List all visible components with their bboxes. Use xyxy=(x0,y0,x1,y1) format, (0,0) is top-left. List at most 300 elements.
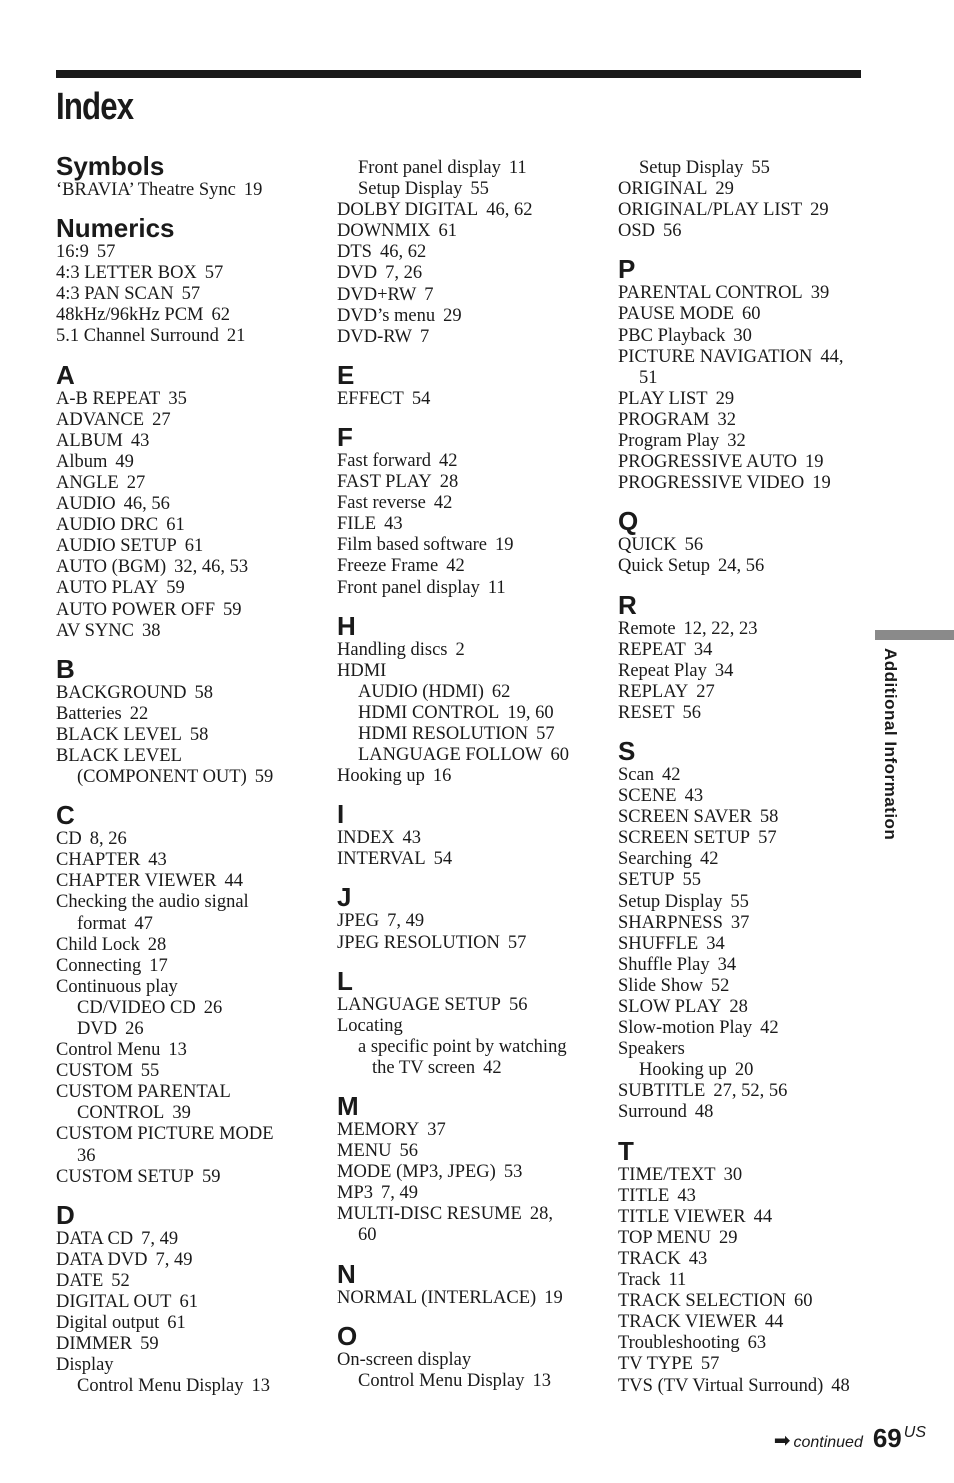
index-term: DIMMER xyxy=(56,1334,133,1355)
index-term: JPEG RESOLUTION xyxy=(337,932,500,953)
index-term: LANGUAGE SETUP xyxy=(337,994,501,1015)
index-entry xyxy=(56,725,326,746)
index-page-ref: 26 xyxy=(125,1019,144,1039)
index-term: Locating xyxy=(337,1015,403,1036)
index-term: Setup Display xyxy=(618,891,723,912)
index-page-ref: 11 xyxy=(508,158,527,178)
index-term: SCENE xyxy=(618,786,677,807)
index-term: DATE xyxy=(56,1270,104,1291)
index-subentry xyxy=(337,745,607,766)
index-page-ref: 55 xyxy=(140,1061,160,1082)
index-entry xyxy=(337,1350,607,1371)
index-page-ref: 27 xyxy=(152,409,171,430)
index-term: FAST PLAY xyxy=(337,472,432,493)
section-side-label: Additional Information xyxy=(881,648,900,841)
index-term: CHAPTER VIEWER xyxy=(56,871,217,892)
index-page-ref: 61 xyxy=(184,536,204,557)
index-entry xyxy=(337,263,607,284)
index-term: Searching xyxy=(618,849,692,870)
index-entry xyxy=(337,828,607,849)
index-entry xyxy=(337,1288,607,1309)
index-entry xyxy=(618,556,888,577)
index-term: MP3 xyxy=(337,1183,373,1204)
index-term: Child Lock xyxy=(56,934,140,955)
index-section-heading: P xyxy=(618,254,636,285)
index-page-ref: 59 xyxy=(140,1334,159,1355)
index-section-heading: E xyxy=(337,359,355,390)
index-term: Slide Show xyxy=(618,975,703,996)
index-term: PBC Playback xyxy=(618,325,726,346)
index-term: TRACK SELECTION xyxy=(618,1291,787,1312)
index-page-ref: 19 xyxy=(495,535,514,556)
index-page-ref: 30 xyxy=(733,325,752,346)
index-section-heading: I xyxy=(337,799,345,830)
index-entry xyxy=(56,600,326,621)
index-term: Control Menu xyxy=(56,1040,161,1061)
index-term: Hooking up xyxy=(337,766,425,787)
index-page-ref: 29 xyxy=(719,1227,738,1248)
index-page-ref: 57 xyxy=(204,263,224,284)
page-number: 69 xyxy=(872,1423,902,1453)
index-term: DOLBY DIGITAL xyxy=(337,200,479,221)
index-entry xyxy=(618,179,888,200)
index-term: INTERVAL xyxy=(337,849,426,870)
index-entry xyxy=(618,347,888,368)
index-term: 51 xyxy=(639,367,658,388)
index-term: ORIGINAL xyxy=(618,179,708,200)
index-term: INDEX xyxy=(337,828,395,849)
index-term: Digital output xyxy=(56,1313,160,1334)
index-page-ref: 46, 62 xyxy=(486,200,533,221)
index-entry xyxy=(337,200,607,221)
index-subentry xyxy=(337,179,607,200)
index-entry xyxy=(56,871,326,892)
index-entry xyxy=(618,703,888,724)
index-term: TRACK xyxy=(618,1248,681,1269)
index-entry xyxy=(337,661,607,682)
index-page-ref: 62 xyxy=(491,681,511,702)
index-entry xyxy=(618,849,888,870)
index-page-ref: 28, xyxy=(529,1204,553,1225)
index-term: On-screen display xyxy=(337,1349,472,1370)
index-term: MODE (MP3, JPEG) xyxy=(337,1162,496,1183)
index-page-ref: 55 xyxy=(682,870,702,891)
index-entry xyxy=(56,704,326,725)
index-entry xyxy=(337,1225,607,1246)
page-title: Index xyxy=(56,86,134,128)
index-page-ref: 28 xyxy=(729,997,748,1017)
index-entry xyxy=(618,535,888,556)
index-entry xyxy=(618,619,888,640)
index-term: EFFECT xyxy=(337,388,404,409)
index-subentry xyxy=(337,1037,607,1058)
index-page-ref: 13 xyxy=(251,1376,270,1397)
index-entry xyxy=(56,536,326,557)
index-term: SHUFFLE xyxy=(618,933,699,954)
index-term: CHAPTER xyxy=(56,850,141,871)
index-term: Control Menu Display xyxy=(358,1370,525,1391)
index-entry xyxy=(337,1204,607,1225)
index-page-ref: 27 xyxy=(126,472,146,493)
index-page-ref: 48 xyxy=(694,1102,714,1123)
index-section-heading: N xyxy=(337,1258,356,1289)
index-page-ref: 19 xyxy=(805,452,824,473)
index-term: Setup Display xyxy=(358,179,463,200)
index-entry xyxy=(56,1103,326,1124)
index-entry xyxy=(618,1081,888,1102)
index-page-ref: 22 xyxy=(129,703,149,724)
index-term: AUTO POWER OFF xyxy=(56,599,215,620)
index-page-ref: 58 xyxy=(759,807,779,828)
index-page-ref: 37 xyxy=(427,1120,446,1140)
index-page-ref: 7, 26 xyxy=(385,263,423,284)
index-term: Hooking up xyxy=(639,1060,727,1081)
index-term: TIME/TEXT xyxy=(618,1164,716,1185)
page-footer xyxy=(774,1423,926,1454)
index-term: 5.1 Channel Surround xyxy=(56,326,219,347)
index-term: 36 xyxy=(77,1145,96,1166)
index-term: Handling discs xyxy=(337,639,448,660)
index-term: Troubleshooting xyxy=(618,1333,740,1354)
index-entry xyxy=(56,1313,326,1334)
index-page-ref: 43 xyxy=(677,1185,696,1206)
index-entry xyxy=(618,1376,888,1397)
index-page-ref: 57 xyxy=(758,828,777,849)
index-page-ref: 37 xyxy=(730,912,750,933)
index-page-ref: 43 xyxy=(684,786,704,807)
index-page-ref: 61 xyxy=(179,1292,198,1313)
index-page-ref: 42 xyxy=(439,450,458,471)
index-term: Front panel display xyxy=(337,577,480,598)
index-term: (COMPONENT OUT) xyxy=(77,767,247,788)
index-entry xyxy=(337,285,607,306)
index-page-ref: 43 xyxy=(384,514,403,535)
index-term: DVD’s menu xyxy=(337,305,436,326)
index-entry xyxy=(618,1102,888,1123)
index-page-ref: 62 xyxy=(211,305,230,326)
index-term: TVS (TV Virtual Surround) xyxy=(618,1375,824,1396)
index-page-ref: 57 xyxy=(536,723,555,744)
index-entry xyxy=(337,472,607,493)
index-page-ref: 29 xyxy=(715,388,735,409)
index-page-ref: 61 xyxy=(438,221,458,242)
index-entry xyxy=(618,661,888,682)
index-term: BLACK LEVEL xyxy=(56,745,182,766)
index-page-ref: 57 xyxy=(700,1354,720,1375)
index-page-ref: 42 xyxy=(661,764,681,785)
index-entry xyxy=(618,473,888,494)
index-term: JPEG xyxy=(337,911,380,932)
index-entry xyxy=(337,933,607,954)
index-entry xyxy=(56,850,326,871)
index-section-heading: A xyxy=(56,359,75,390)
index-entry xyxy=(618,1312,888,1333)
index-term: AV SYNC xyxy=(56,620,134,641)
index-term: PROGRESSIVE VIDEO xyxy=(618,473,805,494)
index-term: MEMORY xyxy=(337,1120,420,1140)
index-page-ref: 7 xyxy=(420,326,430,347)
index-entry xyxy=(56,1082,326,1103)
index-term: SLOW PLAY xyxy=(618,997,722,1017)
index-page-ref: 29 xyxy=(810,200,829,221)
continued-label: continued xyxy=(793,1434,863,1451)
index-page-ref: 55 xyxy=(470,179,489,200)
index-page-ref: 49 xyxy=(115,451,134,472)
index-entry xyxy=(56,284,326,305)
index-page-ref: 42 xyxy=(433,493,453,514)
index-entry xyxy=(337,306,607,327)
index-entry xyxy=(56,515,326,536)
index-page-ref: 48 xyxy=(831,1375,850,1396)
index-page-ref: 8, 26 xyxy=(89,829,127,850)
index-entry xyxy=(618,221,888,242)
index-term: PICTURE NAVIGATION xyxy=(618,346,813,367)
index-page-ref: 43 xyxy=(148,850,167,871)
index-entry xyxy=(56,1250,326,1271)
index-column-3 xyxy=(618,158,888,1397)
index-entry xyxy=(337,1016,607,1037)
index-term: CONTROL xyxy=(77,1103,165,1124)
index-page-ref: 56 xyxy=(684,535,704,556)
index-page-ref: 38 xyxy=(141,620,161,641)
index-subentry xyxy=(337,1058,607,1079)
index-entry xyxy=(56,263,326,284)
index-entry xyxy=(618,913,888,934)
index-term: Continuous play xyxy=(56,976,178,997)
index-page-ref: 52 xyxy=(710,975,730,996)
index-page-ref: 60 xyxy=(550,745,569,766)
index-term: TOP MENU xyxy=(618,1227,712,1248)
index-page-ref: 57 xyxy=(96,242,116,263)
index-entry xyxy=(337,221,607,242)
index-term: the TV screen xyxy=(372,1057,476,1078)
index-entry xyxy=(56,410,326,431)
index-entry xyxy=(618,1039,888,1060)
index-term: HDMI xyxy=(337,660,387,681)
index-entry xyxy=(618,892,888,913)
index-term: DATA DVD xyxy=(56,1249,148,1270)
index-entry xyxy=(56,326,326,347)
index-term: ANGLE xyxy=(56,472,119,493)
index-entry xyxy=(56,935,326,956)
index-term: DVD xyxy=(77,1019,118,1039)
index-term: ALBUM xyxy=(56,430,123,451)
index-page-ref: 19 xyxy=(243,180,263,200)
index-entry xyxy=(56,494,326,515)
index-term: DVD-RW xyxy=(337,326,413,347)
index-term: CUSTOM SETUP xyxy=(56,1166,194,1187)
index-term: CUSTOM PICTURE MODE xyxy=(56,1124,274,1145)
index-term: Scan xyxy=(618,764,654,785)
index-entry xyxy=(56,578,326,599)
title-rule xyxy=(56,70,861,78)
index-term: DVD+RW xyxy=(337,284,417,305)
index-term: Shuffle Play xyxy=(618,954,710,975)
index-entry xyxy=(618,1165,888,1186)
index-term: Track xyxy=(618,1270,661,1291)
index-entry xyxy=(618,283,888,304)
index-page-ref: 42 xyxy=(760,1018,779,1039)
index-entry xyxy=(56,956,326,977)
index-entry xyxy=(618,410,888,431)
index-entry xyxy=(56,431,326,452)
index-page-ref: 34 xyxy=(714,660,734,681)
index-entry xyxy=(337,327,607,348)
index-page-ref: 54 xyxy=(411,388,431,409)
index-entry xyxy=(618,452,888,473)
index-subentry xyxy=(618,158,888,179)
index-entry xyxy=(337,766,607,787)
index-subentry xyxy=(337,1371,607,1392)
index-page-ref: 59 xyxy=(222,599,242,620)
index-term: ADVANCE xyxy=(56,409,145,430)
index-page-ref: 2 xyxy=(455,639,465,660)
index-page-ref: 7, 49 xyxy=(387,911,425,932)
index-term: A-B REPEAT xyxy=(56,388,161,409)
index-entry xyxy=(56,452,326,473)
index-page-ref: 12, 22, 23 xyxy=(683,618,758,639)
index-page-ref: 43 xyxy=(688,1248,708,1269)
index-term: Repeat Play xyxy=(618,660,707,681)
index-term: AUDIO (HDMI) xyxy=(358,681,484,702)
index-page-ref: 29 xyxy=(443,305,462,326)
index-section-heading: Numerics xyxy=(56,213,175,244)
index-entry xyxy=(337,389,607,410)
index-entry xyxy=(618,682,888,703)
index-entry xyxy=(56,389,326,410)
index-column-1 xyxy=(56,152,326,1398)
index-section-heading: T xyxy=(618,1135,634,1166)
index-term: PROGRAM xyxy=(618,409,710,430)
index-entry xyxy=(337,1120,607,1141)
index-term: REPEAT xyxy=(618,639,686,660)
index-term: AUDIO DRC xyxy=(56,515,159,536)
index-term: DTS xyxy=(337,242,372,263)
index-entry xyxy=(618,1186,888,1207)
index-page-ref: 7, 49 xyxy=(155,1249,193,1270)
index-term: DVD xyxy=(337,263,378,284)
index-term: TITLE VIEWER xyxy=(618,1206,746,1227)
index-page-ref: 44 xyxy=(224,871,244,892)
index-entry xyxy=(337,451,607,472)
index-term: OSD xyxy=(618,221,656,242)
index-term: QUICK xyxy=(618,535,677,556)
index-section-heading: C xyxy=(56,800,75,831)
index-entry xyxy=(56,621,326,642)
index-page-ref: 34 xyxy=(706,933,725,954)
index-page-ref: 56 xyxy=(508,994,528,1015)
index-term: format xyxy=(77,913,127,934)
index-entry xyxy=(618,389,888,410)
index-entry xyxy=(337,1162,607,1183)
index-entry xyxy=(337,995,607,1016)
index-term: Album xyxy=(56,451,108,472)
index-term: Connecting xyxy=(56,955,142,976)
index-page-ref: 52 xyxy=(111,1270,130,1291)
index-page-ref: 30 xyxy=(723,1164,743,1185)
index-page-ref: 44, xyxy=(820,346,844,367)
index-entry xyxy=(56,1229,326,1250)
index-page-ref: 46, 62 xyxy=(379,242,427,263)
index-term: REPLAY xyxy=(618,681,689,702)
index-section-heading: H xyxy=(337,610,356,641)
index-subentry xyxy=(56,1376,326,1397)
index-page-ref: 56 xyxy=(663,221,682,242)
index-term: RESET xyxy=(618,702,675,723)
index-term: SHARPNESS xyxy=(618,912,723,933)
index-page-ref: 57 xyxy=(507,932,527,953)
index-page-ref: 17 xyxy=(149,955,168,976)
index-page-ref: 19, 60 xyxy=(507,702,554,723)
index-page-ref: 61 xyxy=(167,1313,186,1334)
index-entry xyxy=(56,746,326,767)
index-entry xyxy=(56,683,326,704)
index-term: Fast reverse xyxy=(337,493,426,514)
index-term: SCREEN SAVER xyxy=(618,807,752,828)
index-entry xyxy=(618,200,888,221)
index-subentry xyxy=(56,998,326,1019)
index-term: ORIGINAL/PLAY LIST xyxy=(618,200,803,221)
index-page-ref: 53 xyxy=(503,1162,523,1183)
index-page-ref: 55 xyxy=(730,891,749,912)
index-term: HDMI CONTROL xyxy=(358,702,500,723)
index-entry xyxy=(56,1167,326,1188)
index-entry xyxy=(337,849,607,870)
page-region-suffix: US xyxy=(903,1424,926,1441)
index-term: SUBTITLE xyxy=(618,1081,706,1102)
index-term: Slow-motion Play xyxy=(618,1018,753,1039)
index-term: NORMAL (INTERLACE) xyxy=(337,1287,537,1308)
index-page-ref: 28 xyxy=(439,472,459,493)
index-page-ref: 19 xyxy=(812,473,831,494)
index-entry xyxy=(618,640,888,661)
index-term: FILE xyxy=(337,514,377,535)
index-entry xyxy=(56,557,326,578)
index-entry xyxy=(618,934,888,955)
index-section-heading: S xyxy=(618,735,636,766)
index-term: PAUSE MODE xyxy=(618,304,734,325)
index-term: SETUP xyxy=(618,870,675,891)
index-page-ref: 60 xyxy=(794,1291,813,1312)
index-entry xyxy=(337,493,607,514)
index-page-ref: 43 xyxy=(402,828,422,849)
index-entry xyxy=(618,955,888,976)
index-page-ref: 44 xyxy=(764,1312,784,1333)
index-entry xyxy=(618,1249,888,1270)
index-subentry xyxy=(618,1060,888,1081)
index-entry xyxy=(56,892,326,913)
index-term: AUTO (BGM) xyxy=(56,557,167,578)
index-page-ref: 63 xyxy=(747,1333,767,1354)
index-term: MULTI-DISC RESUME xyxy=(337,1204,522,1225)
index-page-ref: 39 xyxy=(810,283,830,304)
index-term: Fast forward xyxy=(337,450,432,471)
index-page-ref: 7, 49 xyxy=(141,1228,179,1249)
index-page-ref: 7 xyxy=(424,284,434,305)
index-subentry xyxy=(337,682,607,703)
index-page-ref: 59 xyxy=(254,767,274,788)
index-page-ref: 55 xyxy=(751,158,770,178)
index-entry xyxy=(618,786,888,807)
index-term: CUSTOM xyxy=(56,1061,133,1082)
index-page-ref: 24, 56 xyxy=(717,556,765,577)
index-entry xyxy=(618,997,888,1018)
index-term: Program Play xyxy=(618,431,720,452)
index-page-ref: 7, 49 xyxy=(381,1183,418,1204)
index-term: LANGUAGE FOLLOW xyxy=(358,745,543,766)
index-term: CD xyxy=(56,829,82,850)
index-entry xyxy=(618,1354,888,1375)
